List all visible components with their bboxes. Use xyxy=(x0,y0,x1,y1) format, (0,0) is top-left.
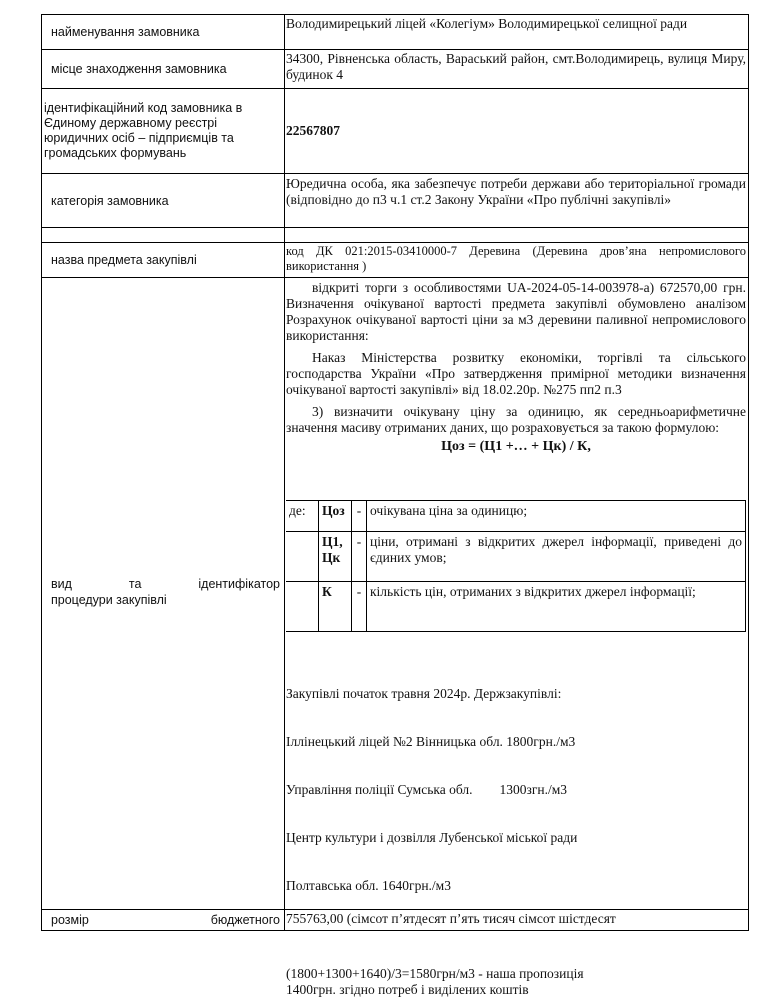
label-procedure-part2: процедури закупівлі xyxy=(51,593,167,607)
row-empty xyxy=(42,228,748,243)
price-source-line: Іллінецький ліцей №2 Вінницька обл. 1800грн./м3 xyxy=(286,734,576,749)
def-text: ціни, отримані з відкритих джерел інформації, приведені до єдиних умов; xyxy=(367,532,746,582)
def-dash: - xyxy=(352,532,367,582)
label-category: категорія замовника xyxy=(42,174,285,227)
def-dash: - xyxy=(352,501,367,532)
def-prefix xyxy=(286,582,319,632)
value-location: 34300, Рівненська область, Вараський район, смт.Володимирець, вулиця Миру, будинок 4 xyxy=(286,51,746,82)
value-subject: код ДК 021:2015-03410000-7 Деревина (Деревина дров’яна непромислового використання ) xyxy=(286,244,746,273)
label-procedure-w2: та xyxy=(128,577,142,591)
value-category: Юредична особа, яка забезпечує потреби держави або територіальної громади (відповідно до п3 ч.1 ст.2 Закону України «Про публічні закупівлі» xyxy=(286,176,746,207)
value-edrpou: 22567807 xyxy=(286,123,340,138)
calc-line: (1800+1300+1640)/3=1580грн/м3 - наша пропозиція xyxy=(286,966,584,981)
price-source-line: Центр культури і дозвілля Лубенської міської ради xyxy=(286,830,578,845)
definition-row xyxy=(286,582,746,632)
row-subject xyxy=(42,243,748,278)
calc-line: 1400грн. згідно потреб і виділених коштів xyxy=(286,982,529,997)
procedure-formula: Цоз = (Ц1 +… + Цк) / К, xyxy=(441,439,591,454)
label-empty xyxy=(42,228,285,242)
price-calculation xyxy=(286,966,746,998)
def-text: очікувана ціна за одиницю; xyxy=(367,501,746,532)
price-source-line: Закупівлі початок травня 2024р. Держзакупівлі: xyxy=(286,686,562,701)
label-location: місце знаходження замовника xyxy=(42,50,285,88)
def-symbol: Цоз xyxy=(319,501,352,532)
row-budget xyxy=(42,910,748,931)
label-budget xyxy=(42,910,285,930)
def-symbol: К xyxy=(319,582,352,632)
value-budget: 755763,00 (сімсот п’ятдесят п’ять тисяч сімсот шістдесят xyxy=(286,911,616,926)
def-symbol: Ц1, Цк xyxy=(319,532,352,582)
label-subject: назва предмета закупівлі xyxy=(42,243,285,277)
procedure-para2: Наказ Міністерства розвитку економіки, торгівлі та сільського господарства України «Про затвердження примірної методики визначення очікуваної вартості закупівлі» від 18.02.20р. №275 пп2 п.3 xyxy=(286,350,746,397)
def-text: кількість цін, отриманих з відкритих джерел інформації; xyxy=(367,582,746,632)
label-procedure xyxy=(42,278,285,909)
row-category xyxy=(42,174,748,228)
label-budget-part1: розмір xyxy=(51,913,89,927)
row-edrpou xyxy=(42,89,748,174)
definition-row xyxy=(286,532,746,582)
row-customer-name xyxy=(42,15,748,50)
price-source-line: Управління поліції Сумська обл. 1300згн./м3 xyxy=(286,782,568,797)
def-prefix: де: xyxy=(286,501,319,532)
row-location xyxy=(42,50,748,89)
formula-definitions-table xyxy=(286,500,746,632)
def-prefix xyxy=(286,532,319,582)
value-empty xyxy=(285,228,748,242)
procurement-info-table xyxy=(41,14,749,997)
label-budget-part2: бюджетного xyxy=(210,913,280,927)
definition-row xyxy=(286,501,746,532)
procedure-para1: відкриті торги з особливостями UA-2024-05-14-003978-a) 672570,00 грн. Визначення очікуваної вартості предмета закупівлі обумовлено аналізом Розрахунок очікуваної вартості ціни за м3 деревини паливної непромислового використання: xyxy=(286,280,746,343)
value-customer-name: Володимирецький ліцей «Колегіум» Володимирецької селищної ради xyxy=(286,16,688,31)
label-edrpou: ідентифікаційний код замовника в Єдиному державному реєстрі юридичних осіб – підприємців та громадських формувань xyxy=(42,89,285,173)
price-source-line: Полтавська обл. 1640грн./м3 xyxy=(286,878,451,893)
label-procedure-w1: вид xyxy=(51,577,72,591)
label-customer-name: найменування замовника xyxy=(42,15,285,49)
def-dash: - xyxy=(352,582,367,632)
label-procedure-w3: ідентифікатор xyxy=(198,577,280,591)
procedure-para3: 3) визначити очікувану ціну за одиницю, як середньоарифметичне значення масиву отриманих даних, що розраховується за такою формулою: xyxy=(286,404,746,435)
price-sources xyxy=(286,654,746,926)
